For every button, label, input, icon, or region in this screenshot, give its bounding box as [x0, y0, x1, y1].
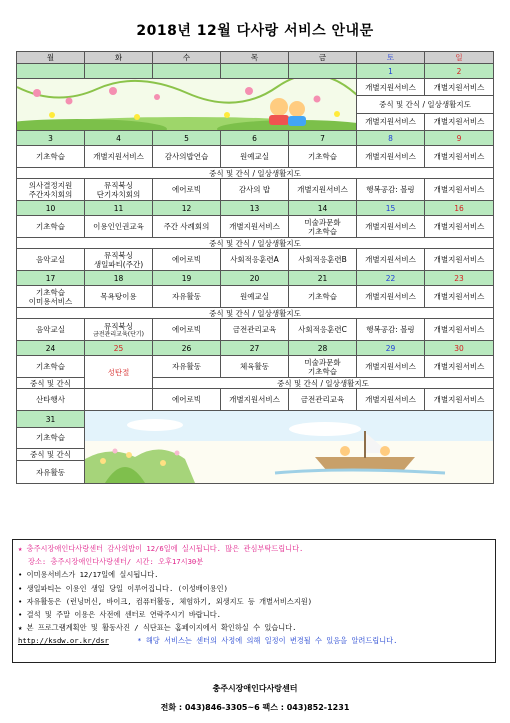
activity-cell — [17, 179, 85, 201]
activity-cell: 개별지원서비스 — [357, 249, 425, 271]
date-cell: 31 — [17, 411, 85, 428]
date-cell: 23 — [425, 271, 494, 286]
activity-line: 기초학습 — [36, 287, 65, 297]
activity-cell: 개별지원서비스 — [221, 216, 289, 238]
activity-cell: 개별지원서비스 — [425, 179, 494, 201]
schedule-table — [16, 51, 494, 484]
activity-cell: 개별지원서비스 — [425, 356, 494, 378]
page-title: 2018년 12월 다사랑 서비스 안내문 — [136, 23, 374, 39]
footer-org-name: 충주시장애인다사랑센터 — [212, 684, 298, 693]
activity-line: 금전관리교육(단기) — [92, 330, 145, 338]
activity-line: 이미용서비스 — [28, 296, 73, 306]
date-cell: 27 — [221, 341, 289, 356]
activity-cell: 자유활동 — [17, 461, 85, 484]
activity-cell: 개별지원서비스 — [425, 216, 494, 238]
date-cell — [85, 64, 153, 79]
activity-line: 미술과문화 — [304, 217, 341, 227]
activity-cell: 산타행사 — [17, 389, 85, 411]
week2-lunch — [17, 168, 494, 179]
activity-cell — [289, 356, 357, 378]
date-cell: 3 — [17, 131, 85, 146]
activity-cell: 기초학습 — [17, 216, 85, 238]
activity-cell: 개별지원서비스 — [357, 216, 425, 238]
date-cell: 24 — [17, 341, 85, 356]
activity-cell: 개별지원서비스 — [425, 286, 494, 308]
activity-cell: 행복공감: 볼링 — [357, 179, 425, 201]
activity-cell: 개별지원서비스 — [425, 389, 494, 411]
activity-line: 단기자치회의 — [96, 189, 141, 199]
activity-cell — [85, 249, 153, 271]
date-cell: 9 — [425, 131, 494, 146]
activity-cell: 개별지원서비스 — [425, 79, 494, 96]
lunch-cell: 중식 및 간식 / 일상생활지도 — [17, 238, 494, 249]
activity-cell: 기초학습 — [289, 286, 357, 308]
activity-cell: 개별지원서비스 — [357, 113, 425, 130]
notice-line: ★ 본 프로그램계획안 및 활동사진 / 식단표는 홈페이지에서 확인하실 수 있습니다. — [18, 623, 297, 633]
notice-line-location: 장소: 충주시장애인다사랑센터/ 시간: 오후17시30분 — [28, 557, 204, 567]
activity-cell — [85, 319, 153, 341]
date-cell — [17, 64, 85, 79]
date-cell: 5 — [153, 131, 221, 146]
week2-row2 — [17, 179, 494, 201]
activity-line: 생일파티(주간) — [93, 259, 144, 269]
date-cell: 12 — [153, 201, 221, 216]
activity-cell: 에어로빅 — [153, 389, 221, 411]
activity-line: 기초학습 — [308, 366, 337, 376]
activity-cell — [17, 286, 85, 308]
activity-cell: 개별지원서비스 — [289, 179, 357, 201]
lunch-cell: 중식 및 간식 / 일상생활지도 — [357, 96, 494, 113]
footer-contact: 전화 : 043)846-3305~6 팩스 : 043)852-1231 — [160, 703, 350, 712]
weekday-thu: 목 — [221, 52, 289, 64]
week1-dates — [17, 64, 494, 79]
date-cell: 20 — [221, 271, 289, 286]
date-cell — [289, 64, 357, 79]
week4-row2 — [17, 319, 494, 341]
activity-line: 뮤직북싱 — [104, 250, 133, 260]
activity-cell: 원예교실 — [221, 286, 289, 308]
activity-cell: 음악교실 — [17, 249, 85, 271]
activity-cell: 개별지원서비스 — [357, 389, 425, 411]
boat-illustration — [85, 411, 493, 483]
activity-cell: 자유활동 — [153, 286, 221, 308]
activity-cell: 금전관리교육 — [221, 319, 289, 341]
activity-cell: 이용인인권교육 — [85, 216, 153, 238]
activity-line: 뮤직북싱 — [104, 321, 133, 331]
activity-line: 뮤직북싱 — [104, 180, 133, 190]
date-cell: 26 — [153, 341, 221, 356]
activity-cell: 감사의밥연습 — [153, 146, 221, 168]
week4-row1 — [17, 286, 494, 308]
activity-cell: 목욕탕이용 — [85, 286, 153, 308]
weekday-header-row — [17, 52, 494, 64]
activity-cell — [85, 179, 153, 201]
activity-cell: 기초학습 — [17, 356, 85, 378]
activity-cell: 개별지원서비스 — [425, 319, 494, 341]
activity-cell: 체육활동 — [221, 356, 289, 378]
activity-cell: 개별지원서비스 — [85, 146, 153, 168]
homepage-link[interactable]: http://ksdw.or.kr/dsr — [18, 636, 109, 646]
activity-cell: 개별지원서비스 — [221, 389, 289, 411]
date-cell: 18 — [85, 271, 153, 286]
notice-line: • 생일파티는 이용인 생일 당일 이루어집니다. (이성배이용인) — [18, 583, 228, 593]
activity-cell — [85, 389, 153, 411]
activity-line: 주간자치회의 — [28, 189, 73, 199]
activity-cell: 사회적응훈련C — [289, 319, 357, 341]
lunch-cell: 중식 및 간식 — [17, 448, 85, 461]
activity-cell: 주간 사례회의 — [153, 216, 221, 238]
week3-row1 — [17, 216, 494, 238]
lunch-cell: 중식 및 간식 / 일상생활지도 — [17, 308, 494, 319]
activity-cell: 개별지원서비스 — [357, 356, 425, 378]
date-cell: 16 — [425, 201, 494, 216]
date-cell: 7 — [289, 131, 357, 146]
activity-cell: 개별지원서비스 — [357, 286, 425, 308]
date-cell: 28 — [289, 341, 357, 356]
date-cell: 14 — [289, 201, 357, 216]
lunch-cell: 중식 및 간식 / 일상생활지도 — [17, 168, 494, 179]
activity-line: 기초학습 — [308, 226, 337, 236]
schedule-change-note: * 해당 서비스는 센터의 사정에 의해 일정이 변경될 수 있음을 알려드립니다. — [137, 636, 398, 646]
activity-cell: 행복공감: 볼링 — [357, 319, 425, 341]
decoration-banner-top — [17, 79, 357, 131]
week5-dates — [17, 341, 494, 356]
date-cell: 6 — [221, 131, 289, 146]
flower-garden-illustration — [17, 79, 357, 130]
lunch-cell: 중식 및 간식 — [17, 378, 85, 389]
activity-cell: 금전관리교육 — [289, 389, 357, 411]
activity-cell: 자유활동 — [153, 356, 221, 378]
activity-line: 의사결정지원 — [28, 180, 73, 190]
notice-line: • 이미용서비스가 12/17일에 실시됩니다. — [18, 570, 159, 580]
week3-dates — [17, 201, 494, 216]
decoration-banner-bottom — [85, 411, 494, 484]
week2-dates — [17, 131, 494, 146]
weekday-sat: 토 — [357, 52, 425, 64]
week6-dates — [17, 411, 494, 428]
week5-row3 — [17, 389, 494, 411]
activity-cell: 사회적응훈련A — [221, 249, 289, 271]
activity-cell: 개별지원서비스 — [357, 146, 425, 168]
week4-lunch — [17, 308, 494, 319]
date-cell: 10 — [17, 201, 85, 216]
date-cell: 1 — [357, 64, 425, 79]
activity-cell: 에어로빅 — [153, 179, 221, 201]
date-cell: 17 — [17, 271, 85, 286]
date-cell — [153, 64, 221, 79]
date-cell: 22 — [357, 271, 425, 286]
date-cell: 25 — [85, 341, 153, 356]
date-cell: 21 — [289, 271, 357, 286]
week3-row2 — [17, 249, 494, 271]
notice-box — [12, 539, 496, 663]
date-cell — [221, 64, 289, 79]
activity-cell: 원예교실 — [221, 146, 289, 168]
notice-line: • 자유활동은 (런닝머신, 바이크, 컴퓨터활동, 체험하기, 외생지도 등 개별서비스지원) — [18, 596, 313, 606]
activity-cell: 에어로빅 — [153, 249, 221, 271]
activity-cell: 개별지원서비스 — [425, 249, 494, 271]
activity-cell: 감사의 밥 — [221, 179, 289, 201]
week2-row1 — [17, 146, 494, 168]
activity-line: 미술과문화 — [304, 357, 341, 367]
date-cell: 19 — [153, 271, 221, 286]
activity-cell: 에어로빅 — [153, 319, 221, 341]
activity-cell: 음악교실 — [17, 319, 85, 341]
activity-cell — [289, 216, 357, 238]
activity-cell: 기초학습 — [289, 146, 357, 168]
date-cell: 29 — [357, 341, 425, 356]
notice-line-event: ★ 충주시장애인다사랑센터 감사의밥이 12/6일에 실시됩니다. 많은 관심부탁드립니다. — [18, 544, 304, 553]
holiday-cell: 성탄절 — [85, 356, 153, 389]
date-cell: 2 — [425, 64, 494, 79]
weekday-tue: 화 — [85, 52, 153, 64]
weekday-sun: 일 — [425, 52, 494, 64]
weekday-mon: 월 — [17, 52, 85, 64]
notice-line-bottom — [18, 634, 490, 647]
week5-row1 — [17, 356, 494, 378]
weekday-fri: 금 — [289, 52, 357, 64]
week1-row1 — [17, 79, 494, 96]
date-cell: 11 — [85, 201, 153, 216]
weekday-wed: 수 — [153, 52, 221, 64]
date-cell: 8 — [357, 131, 425, 146]
notice-line: • 결석 및 주말 이용은 사전에 센터로 연락주시기 바랍니다. — [18, 609, 221, 619]
date-cell: 13 — [221, 201, 289, 216]
date-cell: 15 — [357, 201, 425, 216]
activity-cell: 개별지원서비스 — [425, 146, 494, 168]
activity-cell: 개별지원서비스 — [425, 113, 494, 130]
activity-cell: 기초학습 — [17, 146, 85, 168]
activity-cell: 사회적응훈련B — [289, 249, 357, 271]
activity-cell: 기초학습 — [17, 428, 85, 449]
activity-cell: 개별지원서비스 — [357, 79, 425, 96]
lunch-cell: 중식 및 간식 / 일상생활지도 — [153, 378, 494, 389]
week3-lunch — [17, 238, 494, 249]
date-cell: 30 — [425, 341, 494, 356]
week4-dates — [17, 271, 494, 286]
date-cell: 4 — [85, 131, 153, 146]
